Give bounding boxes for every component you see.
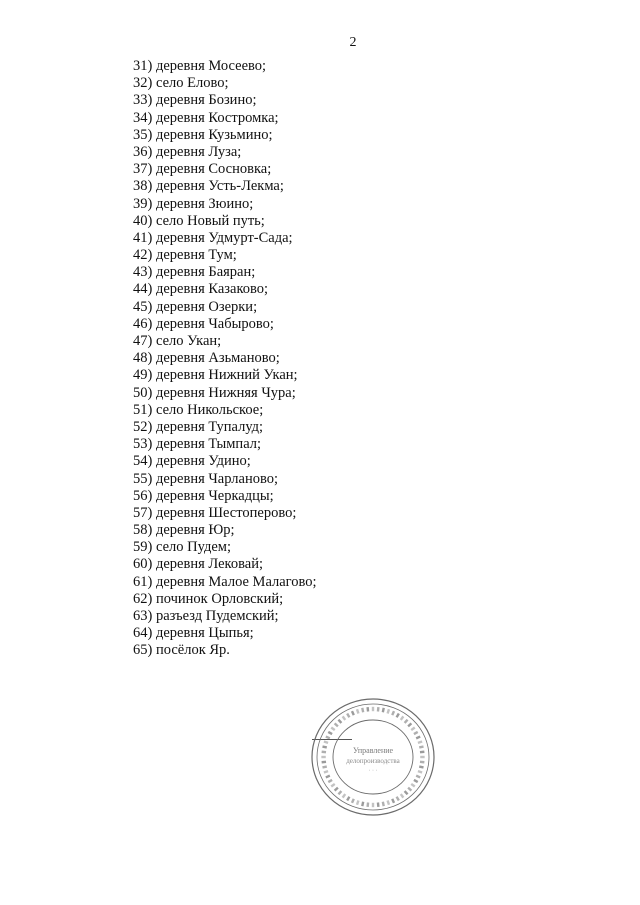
item-number: 34) (133, 109, 153, 126)
settlement-type: деревня (155, 298, 205, 315)
list-item (133, 144, 317, 161)
item-number: 58) (133, 522, 153, 539)
settlement-name: Пудем; (187, 539, 231, 556)
settlement-name: Орловский; (211, 590, 284, 607)
settlement-name: Черкадцы; (208, 487, 274, 504)
list-item (133, 299, 317, 316)
settlement-type: деревня (155, 418, 205, 435)
item-number: 49) (133, 367, 153, 384)
settlement-name: Елово; (187, 75, 229, 92)
item-number: 47) (133, 333, 153, 349)
item-number: 43) (133, 264, 153, 281)
settlement-name: Мосеево; (208, 58, 267, 74)
item-number: 39) (133, 195, 153, 212)
official-seal-stamp (308, 695, 438, 820)
item-number: 35) (133, 126, 153, 143)
item-number: 60) (133, 556, 153, 573)
settlement-list (133, 58, 317, 660)
list-item (133, 505, 317, 522)
list-item (133, 419, 317, 436)
settlement-type: деревня (155, 58, 205, 74)
list-item (133, 556, 317, 573)
settlement-type: деревня (155, 126, 205, 143)
settlement-name: Лековай; (208, 556, 263, 573)
settlement-type: деревня (155, 247, 205, 264)
item-number: 54) (133, 453, 153, 470)
list-item (133, 591, 317, 608)
settlement-type: село (155, 212, 184, 229)
list-item (133, 230, 317, 247)
settlement-type: деревня (155, 436, 205, 453)
item-number: 40) (133, 212, 153, 229)
settlement-type: разъезд (155, 608, 203, 624)
list-item (133, 522, 317, 539)
list-item (133, 92, 317, 109)
settlement-type: деревня (155, 195, 205, 212)
item-number: 44) (133, 281, 153, 298)
settlement-type: посёлок (155, 642, 206, 659)
item-number: 41) (133, 229, 153, 246)
list-item (133, 539, 317, 556)
settlement-name: Азьманово; (208, 350, 280, 367)
settlement-type: деревня (155, 573, 205, 590)
item-number: 48) (133, 350, 153, 367)
item-number: 61) (133, 573, 153, 590)
item-number: 45) (133, 298, 153, 315)
settlement-type: деревня (155, 453, 205, 470)
list-item (133, 453, 317, 470)
item-number: 53) (133, 436, 153, 453)
item-number: 42) (133, 247, 153, 264)
list-item (133, 213, 317, 230)
page-number: 2 (349, 35, 357, 50)
list-item (133, 110, 317, 127)
settlement-type: деревня (155, 143, 205, 160)
settlement-type: деревня (155, 178, 205, 195)
settlement-type: деревня (155, 315, 205, 332)
settlement-type: деревня (155, 92, 205, 109)
item-number: 32) (133, 75, 153, 92)
list-item (133, 264, 317, 281)
settlement-name: Никольское; (187, 401, 264, 418)
list-item (133, 75, 317, 92)
settlement-name: Новый путь; (187, 212, 265, 229)
settlement-type: село (155, 401, 184, 418)
settlement-type: починок (155, 590, 208, 607)
settlement-type: деревня (155, 556, 205, 573)
list-item (133, 402, 317, 419)
list-item (133, 608, 317, 625)
settlement-name: Баяран; (208, 264, 256, 281)
settlement-name: Пудемский; (205, 608, 279, 624)
seal-center-text: Управление (352, 746, 394, 755)
settlement-name: Цыпья; (208, 625, 254, 642)
item-number: 57) (133, 504, 153, 521)
item-number: 55) (133, 470, 153, 487)
list-item (133, 471, 317, 488)
list-item (133, 385, 317, 402)
item-number: 46) (133, 315, 153, 332)
settlement-name: Кузьмино; (208, 126, 273, 143)
list-item (133, 316, 317, 333)
settlement-type: деревня (155, 384, 205, 401)
list-item (133, 367, 317, 384)
settlement-name: Сосновка; (208, 161, 272, 178)
settlement-name: Удино; (208, 453, 251, 470)
list-item (133, 281, 317, 298)
settlement-type: деревня (155, 109, 205, 126)
list-item (133, 436, 317, 453)
settlement-type: деревня (155, 350, 205, 367)
item-number: 36) (133, 143, 153, 160)
settlement-type: деревня (155, 367, 205, 384)
list-item (133, 196, 317, 213)
settlement-type: деревня (155, 625, 205, 642)
list-item (133, 161, 317, 178)
item-number: 50) (133, 384, 153, 401)
item-number: 37) (133, 161, 153, 178)
settlement-type: село (155, 539, 184, 556)
item-number: 56) (133, 487, 153, 504)
settlement-name: Казаково; (208, 281, 269, 298)
settlement-type: деревня (155, 504, 205, 521)
item-number: 52) (133, 418, 153, 435)
settlement-name: Луза; (208, 143, 242, 160)
settlement-name: Зюино; (208, 195, 254, 212)
settlement-name: Костромка; (208, 109, 279, 126)
settlement-name: Тупалуд; (208, 418, 264, 435)
list-item (133, 488, 317, 505)
settlement-name: Усть-Лекма; (208, 178, 284, 195)
list-item (133, 247, 317, 264)
svg-text:· · ·: · · · (368, 768, 378, 774)
settlement-type: деревня (155, 522, 205, 539)
settlement-name: Бозино; (208, 92, 257, 109)
list-item (133, 625, 317, 642)
item-number: 65) (133, 642, 153, 659)
settlement-type: деревня (155, 470, 205, 487)
settlement-name: Чарланово; (208, 470, 279, 487)
item-number: 62) (133, 590, 153, 607)
item-number: 63) (133, 608, 153, 624)
settlement-name: Юр; (208, 522, 235, 539)
settlement-type: деревня (155, 264, 205, 281)
list-item (133, 574, 317, 591)
list-item (133, 127, 317, 144)
list-item (133, 642, 317, 659)
list-item (133, 333, 317, 350)
item-number: 64) (133, 625, 153, 642)
item-number: 38) (133, 178, 153, 195)
list-item (133, 350, 317, 367)
list-item (133, 58, 317, 75)
settlement-type: деревня (155, 161, 205, 178)
item-number: 59) (133, 539, 153, 556)
settlement-name: Чабырово; (208, 315, 274, 332)
settlement-name: Шестоперово; (208, 504, 297, 521)
item-number: 31) (133, 58, 153, 74)
settlement-name: Озерки; (208, 298, 258, 315)
settlement-type: деревня (155, 229, 205, 246)
settlement-type: село (155, 333, 184, 349)
list-item (133, 178, 317, 195)
svg-text:делопроизводства: делопроизводства (346, 757, 400, 765)
settlement-name: Тум; (208, 247, 237, 264)
settlement-name: Нижний Укан; (208, 367, 298, 384)
settlement-name: Удмурт-Сада; (208, 229, 293, 246)
settlement-type: деревня (155, 281, 205, 298)
settlement-type: село (155, 75, 184, 92)
settlement-name: Тымпал; (208, 436, 262, 453)
item-number: 33) (133, 92, 153, 109)
settlement-name: Яр. (209, 642, 230, 659)
settlement-name: Малое Малагово; (208, 573, 317, 590)
settlement-name: Нижняя Чура; (208, 384, 296, 401)
item-number: 51) (133, 401, 153, 418)
settlement-name: Укан; (187, 333, 222, 349)
settlement-type: деревня (155, 487, 205, 504)
